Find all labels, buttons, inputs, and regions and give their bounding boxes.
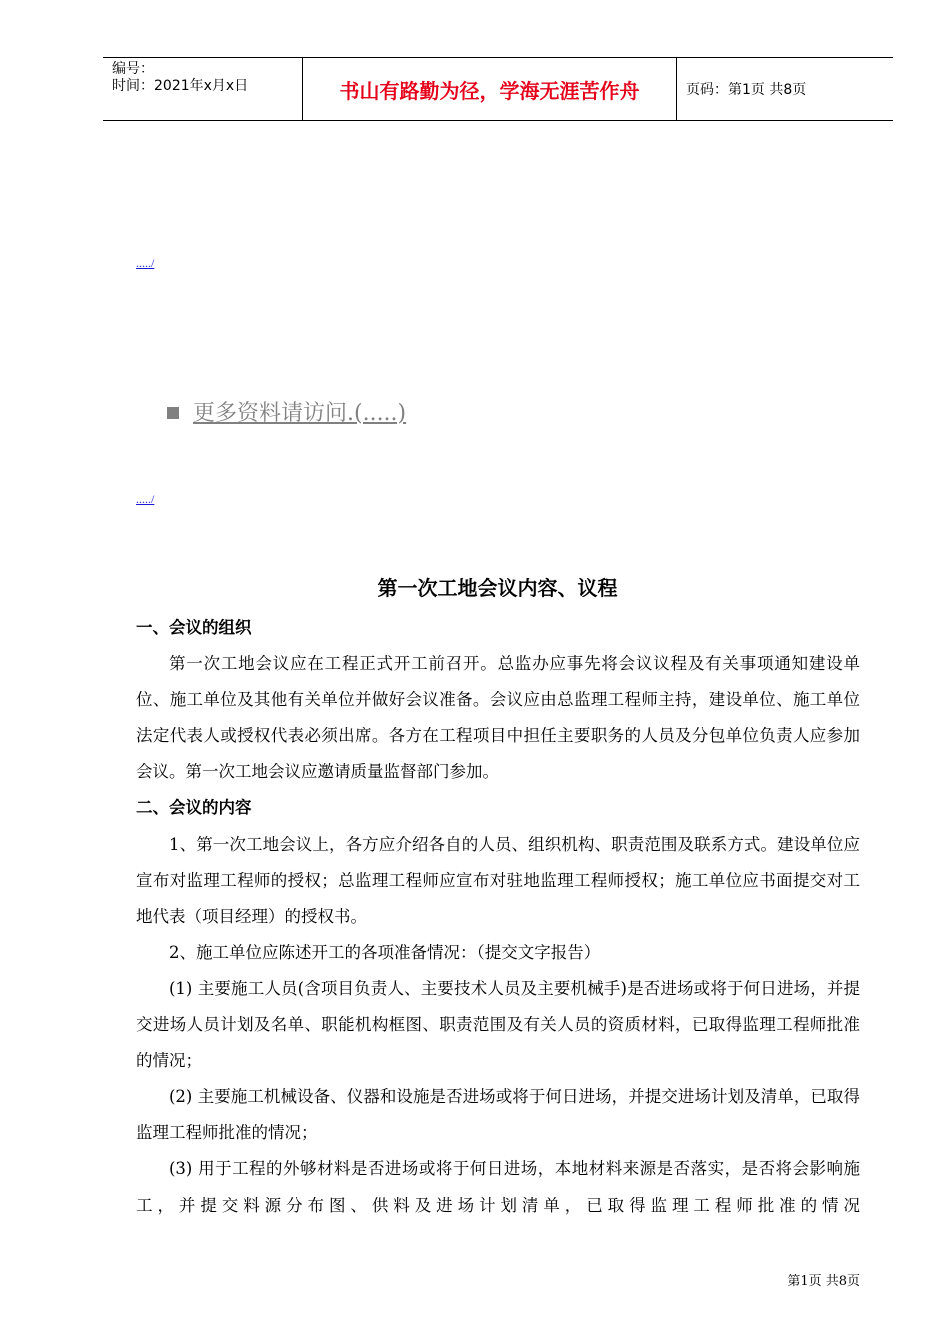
- link-1[interactable]: ...../: [136, 256, 155, 270]
- section-paragraph-organization: 第一次工地会议应在工程正式开工前召开。总监办应事先将会议议程及有关事项通知建设单位、施工单位及其他有关单位并做好会议准备。会议应由总监理工程师主持，建设单位、施工单位法定代表人或授权代表必须出席。各方在工程项目中担任主要职务的人员及分包单位负责人应参加会议。第一次工地会议应邀请质量监督部门参加。: [136, 654, 860, 782]
- section-heading-organization: 一、会议的组织: [136, 618, 252, 637]
- page-header: [103, 57, 893, 121]
- more-info-link[interactable]: [167, 396, 406, 427]
- document-title: 第一次工地会议内容、议程: [377, 576, 618, 600]
- document-number-label: 编号：: [112, 61, 154, 77]
- header-meta: [103, 58, 303, 120]
- page-footer: 第1页 共8页: [787, 1274, 860, 1289]
- more-info-text[interactable]: 更多资料请访问.(.....): [193, 401, 407, 426]
- header-page-info: 页码：第1页 共8页: [686, 82, 807, 98]
- content-item-2: 2、施工单位应陈述开工的各项准备情况：（提交文字报告）: [169, 942, 601, 962]
- content-subitem-3: (3) 用于工程的外够材料是否进场或将于何日进场，本地材料来源是否落实，是否将会影响施工，并提交料源分布图、供料及进场计划清单，已取得监理工程师批准的情况: [136, 1159, 860, 1215]
- document-time-label: 时间：2021年x月x日: [112, 78, 249, 94]
- content-subitem-2: (2) 主要施工机械设备、仪器和设施是否进场或将于何日进场，并提交进场计划及清单，已取得监理工程师批准的情况；: [136, 1087, 860, 1143]
- square-bullet-icon: [167, 407, 179, 419]
- document-body: [136, 610, 860, 1224]
- header-motto: 书山有路勤为径，学海无涯苦作舟: [303, 58, 677, 120]
- content-subitem-1: (1) 主要施工人员(含项目负责人、主要技术人员及主要机械手)是否进场或将于何日进场，并提交进场人员计划及名单、职能机构框图、职责范围及有关人员的资质材料，已取得监理工程师批准的情况；: [136, 978, 860, 1071]
- link-2[interactable]: ...../: [136, 492, 155, 506]
- section-heading-content: 二、会议的内容: [136, 798, 252, 818]
- content-item-1: 1、第一次工地会议上，各方应介绍各自的人员、组织机构、职责范围及联系方式。建设单位应宣布对监理工程师的授权；总监理工程师应宣布对驻地监理工程师授权；施工单位应书面提交对工地代表（项目经理）的授权书。: [136, 834, 860, 926]
